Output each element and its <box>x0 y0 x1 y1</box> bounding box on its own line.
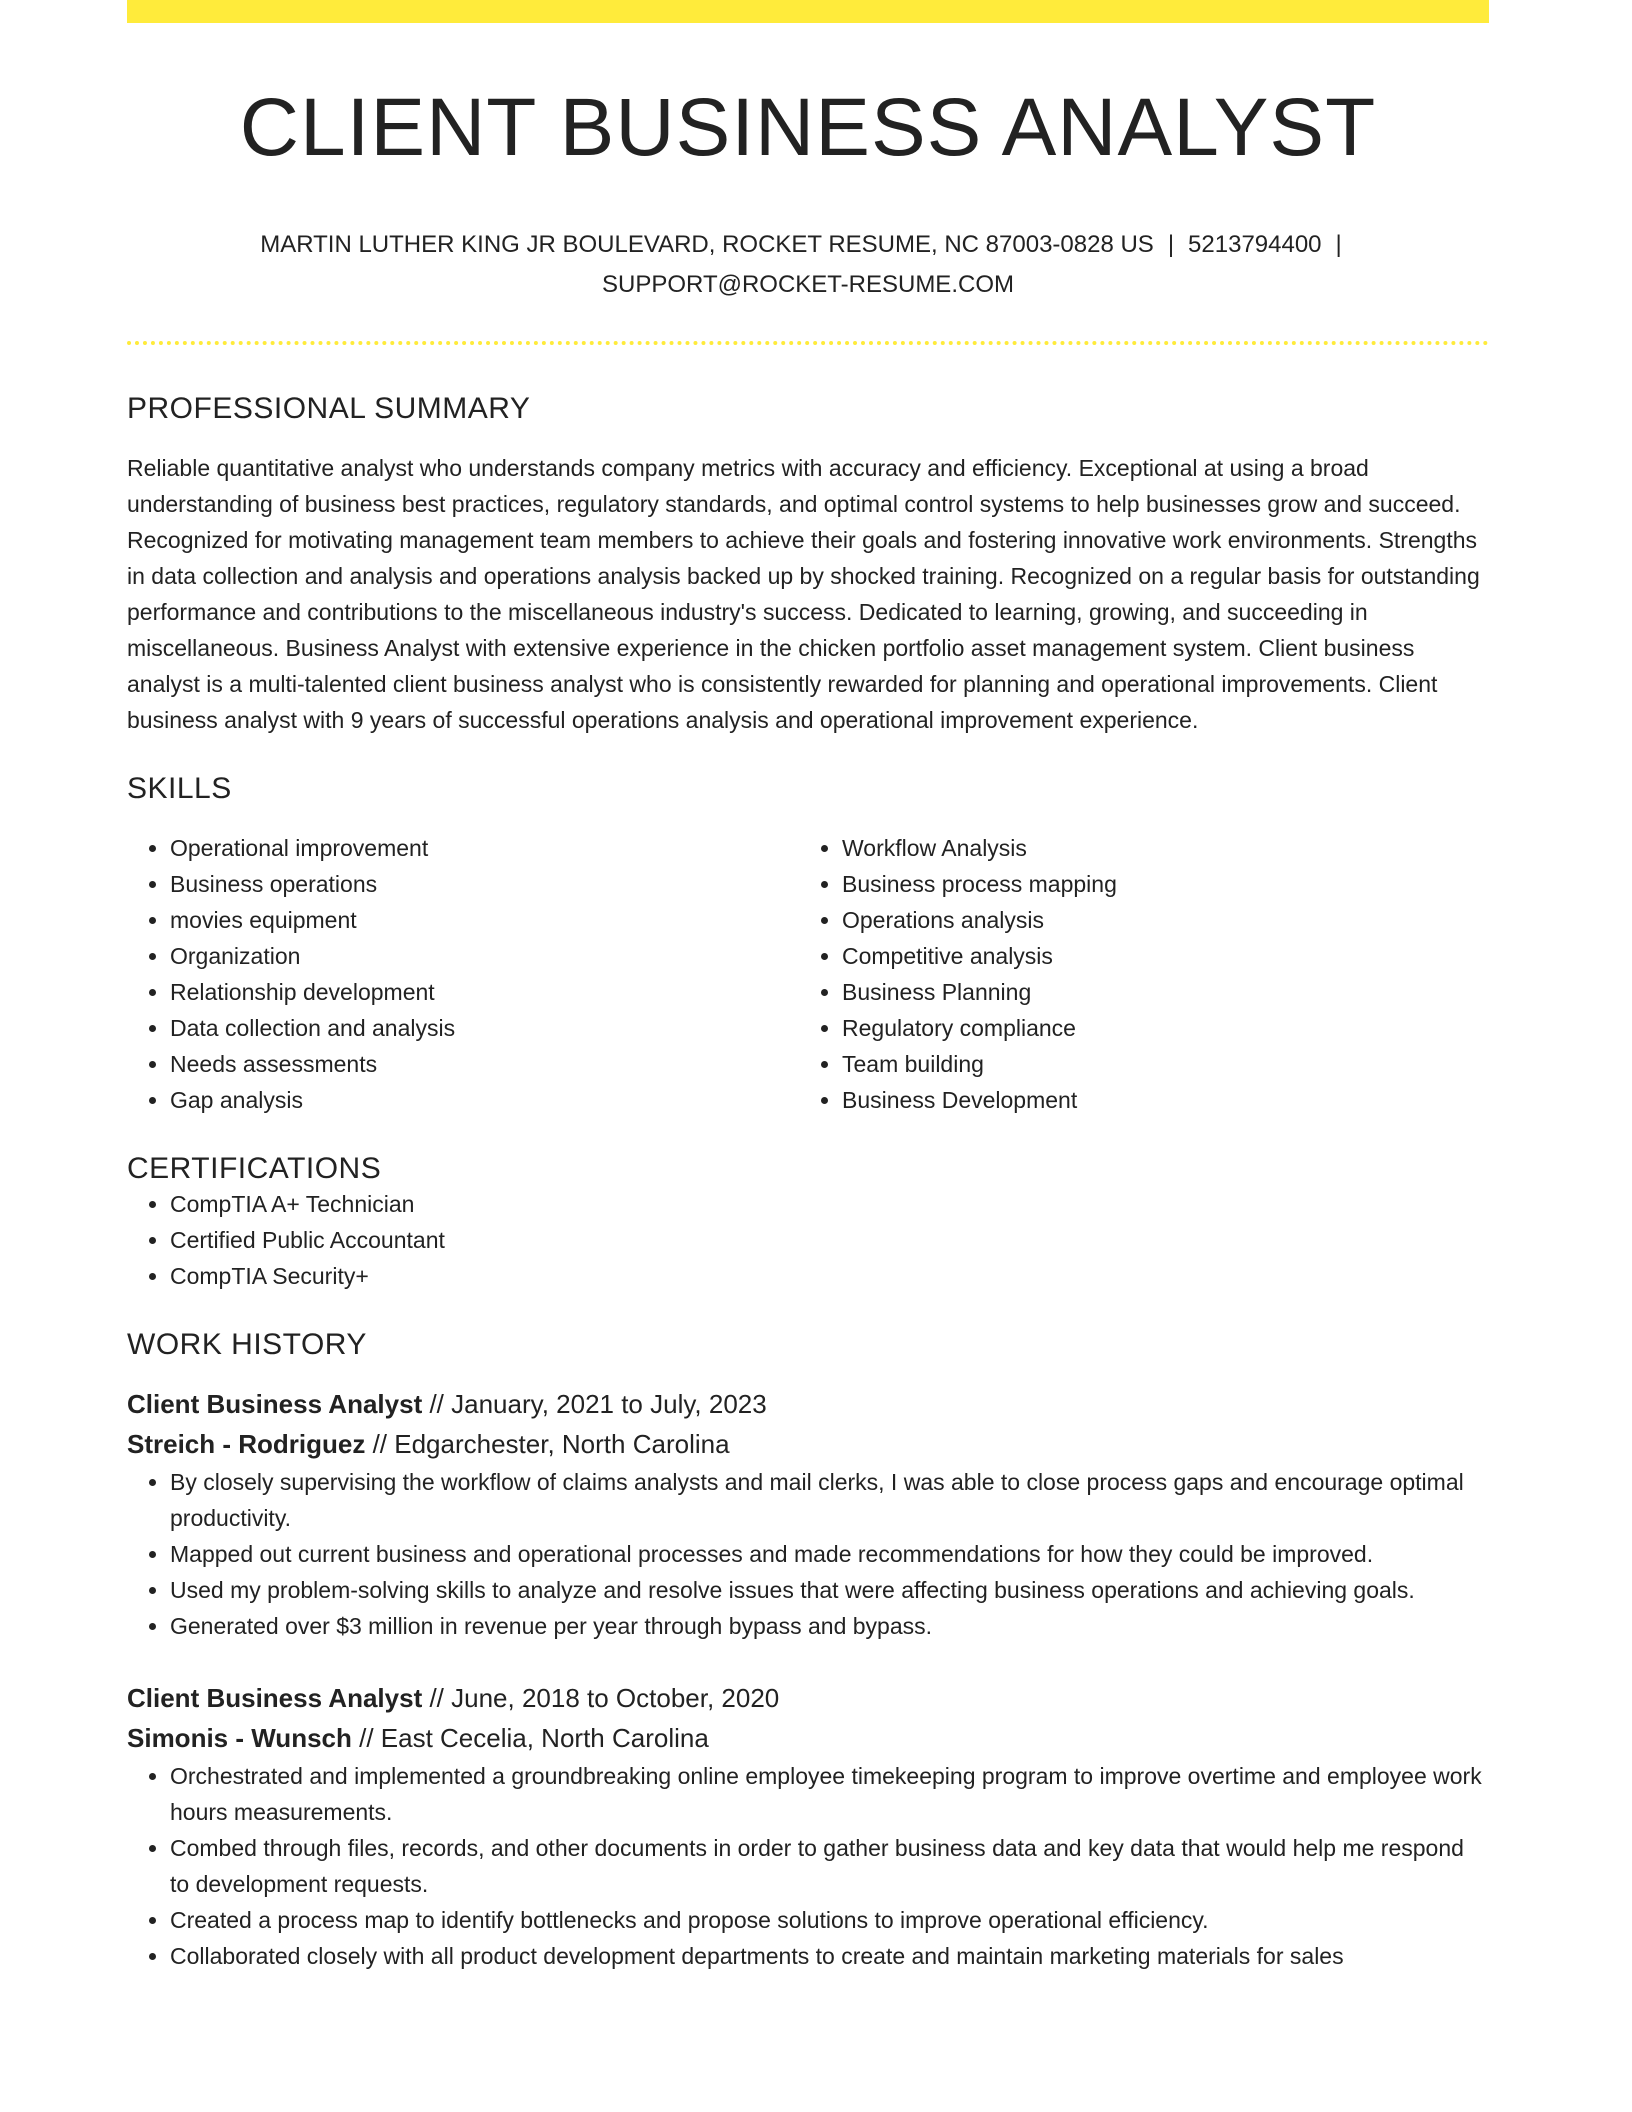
job-dates: // January, 2021 to July, 2023 <box>422 1389 767 1420</box>
skills-columns <box>127 830 1489 1118</box>
contact-info <box>127 225 1489 305</box>
skill-item: • Regulatory compliance <box>842 1010 1471 1046</box>
summary-heading: PROFESSIONAL SUMMARY <box>127 392 531 426</box>
certifications-list <box>127 1186 1489 1294</box>
job-bullet: • Used my problem-solving skills to analyze and resolve issues that were affecting business operations and achieving goals. <box>170 1572 1489 1608</box>
job-role: Client Business Analyst <box>127 1683 423 1714</box>
job-entry <box>127 1678 1489 1974</box>
contact-phone: 5213794400 <box>1188 231 1322 259</box>
certification-item: • CompTIA A+ Technician <box>170 1186 1489 1222</box>
skill-item: • Relationship development <box>170 974 799 1010</box>
job-role-line <box>127 1678 1489 1718</box>
job-header <box>127 1384 1489 1464</box>
job-bullet: • Collaborated closely with all product development departments to create and maintain marketing materials for sales <box>170 1938 1489 1974</box>
job-bullet: • By closely supervising the workflow of claims analysts and mail clerks, I was able to close process gaps and encourage optimal productivity. <box>170 1464 1489 1536</box>
job-dates: // June, 2018 to October, 2020 <box>422 1683 780 1714</box>
certification-item: • Certified Public Accountant <box>170 1222 1489 1258</box>
skill-item: • Data collection and analysis <box>170 1010 799 1046</box>
contact-separator: | <box>1167 231 1175 259</box>
job-bullets <box>127 1758 1489 1974</box>
skills-list-right <box>799 830 1471 1118</box>
job-role: Client Business Analyst <box>127 1389 423 1420</box>
certification-item: • CompTIA Security+ <box>170 1258 1489 1294</box>
job-bullet: • Orchestrated and implemented a groundbreaking online employee timekeeping program to improve overtime and employee work hours measurements. <box>170 1758 1489 1830</box>
contact-line-1 <box>127 225 1489 265</box>
job-entry <box>127 1384 1489 1644</box>
job-bullet: • Created a process map to identify bottlenecks and propose solutions to improve operational efficiency. <box>170 1902 1489 1938</box>
resume-title: CLIENT BUSINESS ANALYST <box>239 82 1377 173</box>
contact-line-2 <box>127 265 1489 305</box>
skill-item: • Organization <box>170 938 799 974</box>
skill-item: • Competitive analysis <box>842 938 1471 974</box>
job-bullets <box>127 1464 1489 1644</box>
job-company-line <box>127 1718 1489 1758</box>
skills-list-left <box>127 830 799 1118</box>
skill-item: • Business process mapping <box>842 866 1471 902</box>
contact-email: SUPPORT@ROCKET-RESUME.COM <box>602 271 1014 299</box>
skill-item: • Business Planning <box>842 974 1471 1010</box>
skill-item: • Operations analysis <box>842 902 1471 938</box>
summary-text: Reliable quantitative analyst who understands company metrics with accuracy and efficiency. Exceptional at using a broad understanding of business best practices, regulatory standards, and optimal control systems to help businesses grow and succeed. Recognized for motivating management team members to achieve their goals and fostering innovative work environments. Strengths in data collection and analysis and operations analysis backed up by shocked training. Recognized on a regular basis for outstanding performance and contributions to the miscellaneous industry's success. Dedicated to learning, growing, and succeeding in miscellaneous. Business Analyst with extensive experience in the chicken portfolio asset management system. Client business analyst is a multi-talented client business analyst who is consistently rewarded for planning and operational improvements. Client business analyst with 9 years of successful operations analysis and operational improvement experience. <box>127 455 1480 734</box>
skill-item: • Workflow Analysis <box>842 830 1471 866</box>
skill-item: • Team building <box>842 1046 1471 1082</box>
skill-item: • Needs assessments <box>170 1046 799 1082</box>
contact-address: MARTIN LUTHER KING JR BOULEVARD, ROCKET RESUME, NC 87003-0828 US <box>260 231 1154 259</box>
job-role-line <box>127 1384 1489 1424</box>
job-location: // East Cecelia, North Carolina <box>351 1723 709 1754</box>
skill-item: • Business operations <box>170 866 799 902</box>
skill-item: • Business Development <box>842 1082 1471 1118</box>
skill-item: • Operational improvement <box>170 830 799 866</box>
job-company-line <box>127 1424 1489 1464</box>
certifications-heading: CERTIFICATIONS <box>127 1152 382 1186</box>
job-header <box>127 1678 1489 1758</box>
job-bullet: • Generated over $3 million in revenue per year through bypass and bypass. <box>170 1608 1489 1644</box>
job-bullet: • Mapped out current business and operational processes and made recommendations for how they could be improved. <box>170 1536 1489 1572</box>
job-company: Simonis - Wunsch <box>127 1723 352 1754</box>
resume-content <box>127 0 1489 1974</box>
contact-separator: | <box>1335 231 1342 259</box>
accent-top-bar <box>127 0 1489 23</box>
skill-item: • movies equipment <box>170 902 799 938</box>
skill-item: • Gap analysis <box>170 1082 799 1118</box>
work-history-heading: WORK HISTORY <box>127 1328 367 1362</box>
skills-heading: SKILLS <box>127 772 232 806</box>
job-company: Streich - Rodriguez <box>127 1429 366 1460</box>
job-bullet: • Combed through files, records, and other documents in order to gather business data and key data that would help me respond to development requests. <box>170 1830 1489 1902</box>
dotted-divider <box>127 341 1489 345</box>
job-location: // Edgarchester, North Carolina <box>365 1429 730 1460</box>
